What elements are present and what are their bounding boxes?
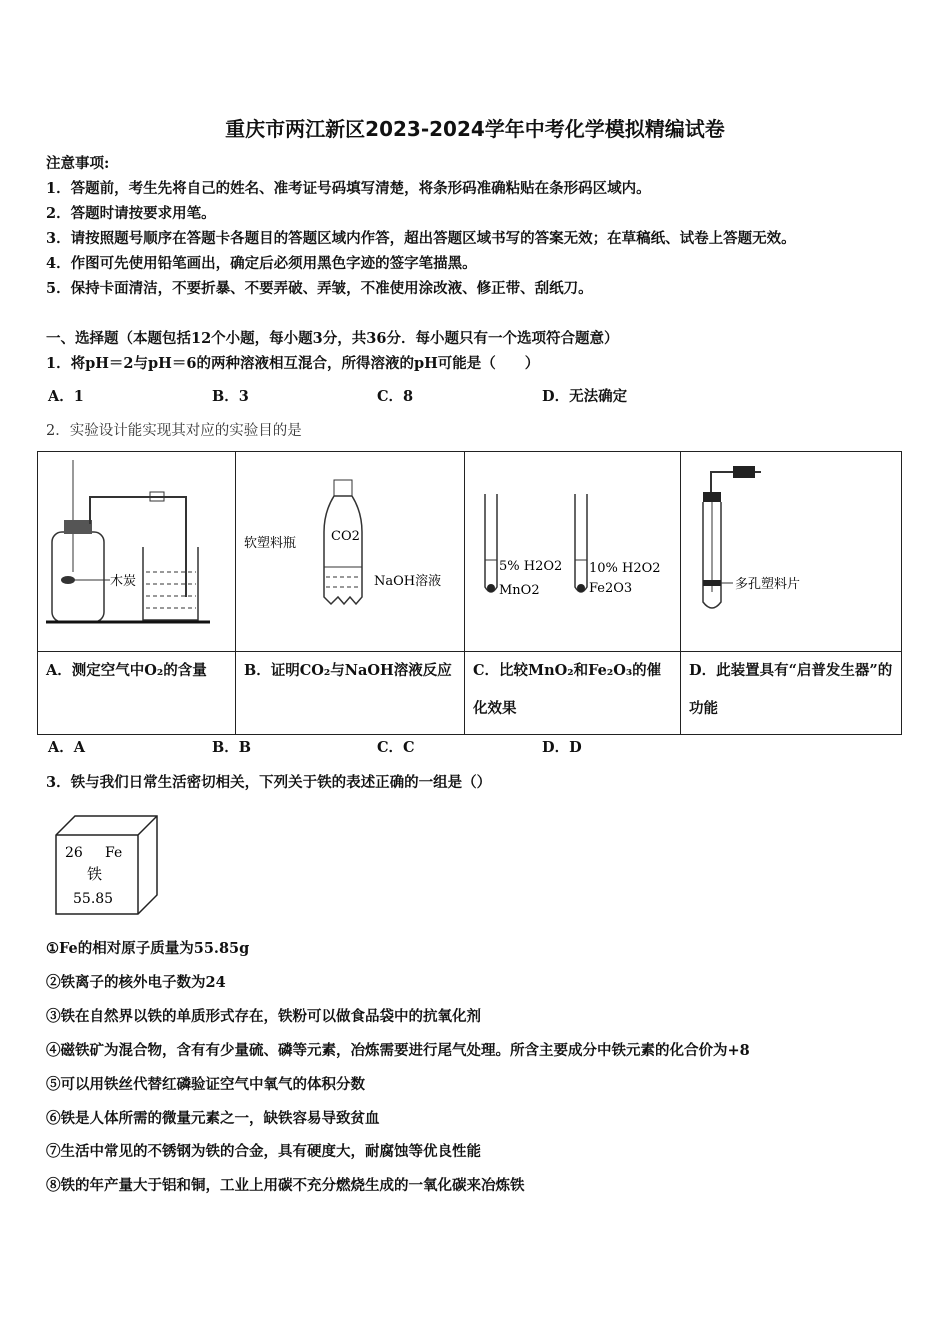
label-c1-liquid: 5% H2O2 [499,559,563,574]
q1-option-d: D．无法确定 [542,388,628,405]
q2-stem: 2．实验设计能实现其对应的实验目的是 [46,423,302,439]
q2-option-a: A．A [48,739,86,756]
option-cell-d: D．此装置具有“启普发生器”的功能 [681,652,902,735]
q3-statement: ④磁铁矿为混合物，含有有少量硫、磷等元素，冶炼需要进行尾气处理。所含主要成分中铁元素的化合价为+8 [46,1042,750,1059]
experiment-table [37,451,902,735]
element-symbol: Fe [105,845,123,861]
q1-option-a: A．1 [48,388,84,405]
label-c2-liquid: 10% H2O2 [589,561,661,576]
charcoal-apparatus-diagram [38,452,235,647]
label-charcoal: 木炭 [110,574,137,589]
notice-heading: 注意事项: [46,155,110,172]
notice-item: 4．作图可先使用铅笔画出，确定后必须用黑色字迹的签字笔描黑。 [46,255,477,272]
q3-statement: ①Fe的相对原子质量为55.85g [46,940,250,957]
q3-statement: ⑥铁是人体所需的微量元素之一，缺铁容易导致贫血 [46,1110,380,1127]
q2-option-c: C．C [377,739,415,756]
q1-option-c: C．8 [377,388,414,405]
q3-statement: ③铁在自然界以铁的单质形式存在，铁粉可以做食品袋中的抗氧化剂 [46,1008,481,1025]
q2-option-d: D．D [542,739,582,756]
section-heading: 一、选择题（本题包括12个小题，每小题3分，共36分．每小题只有一个选项符合题意） [46,330,619,347]
q3-statement: ⑧铁的年产量大于铝和铜，工业上用碳不充分燃烧生成的一氧化碳来冶炼铁 [46,1177,525,1194]
diagram-a [38,452,236,652]
label-c2-solid: Fe2O3 [589,581,633,596]
q1-stem: 1．将pH＝2与pH＝6的两种溶液相互混合，所得溶液的pH可能是（ ） [46,355,540,372]
page-title: 重庆市两江新区2023-2024学年中考化学模拟精编试卷 [225,117,725,141]
diagram-c [465,452,681,652]
test-tubes-diagram [465,452,680,647]
q3-statement: ②铁离子的核外电子数为24 [46,974,226,991]
q3-stem: 3．铁与我们日常生活密切相关，下列关于铁的表述正确的一组是（） [46,774,492,791]
iron-element-card [55,815,158,915]
kipp-apparatus-diagram [681,452,901,647]
q1-option-b: B．3 [212,388,249,405]
q3-statement: ⑤可以用铁丝代替红磷验证空气中氧气的体积分数 [46,1076,365,1093]
notice-item: 5．保持卡面清洁，不要折暴、不要弄破、弄皱，不准使用涂改液、修正带、刮纸刀。 [46,280,593,297]
q3-statement: ⑦生活中常见的不锈钢为铁的合金，具有硬度大，耐腐蚀等优良性能 [46,1143,481,1160]
label-c1-solid: MnO2 [499,583,540,598]
option-cell-c: C．比较MnO₂和Fe₂O₃的催化效果 [465,652,681,735]
element-mass: 55.85 [73,891,114,907]
option-cell-b: B．证明CO₂与NaOH溶液反应 [236,652,465,735]
label-naoh-solution: NaOH溶液 [374,574,442,589]
plastic-bottle-diagram [236,452,464,647]
label-porous-plate: 多孔塑料片 [735,577,801,592]
element-name: 铁 [87,865,103,883]
label-co2: CO2 [331,529,360,544]
notice-item: 2．答题时请按要求用笔。 [46,205,216,222]
notice-item: 3．请按照题号顺序在答题卡各题目的答题区域内作答，超出答题区域书写的答案无效；在草稿纸、试卷上答题无效。 [46,230,796,247]
element-number: 26 [65,845,83,861]
diagram-d [681,452,902,652]
label-soft-plastic-bottle: 软塑料瓶 [244,536,297,551]
q2-option-b: B．B [212,739,252,756]
notice-item: 1．答题前，考生先将自己的姓名、准考证号码填写清楚，将条形码准确粘贴在条形码区域内。 [46,180,651,197]
option-cell-a: A．测定空气中O₂的含量 [38,652,236,735]
diagram-b [236,452,465,652]
